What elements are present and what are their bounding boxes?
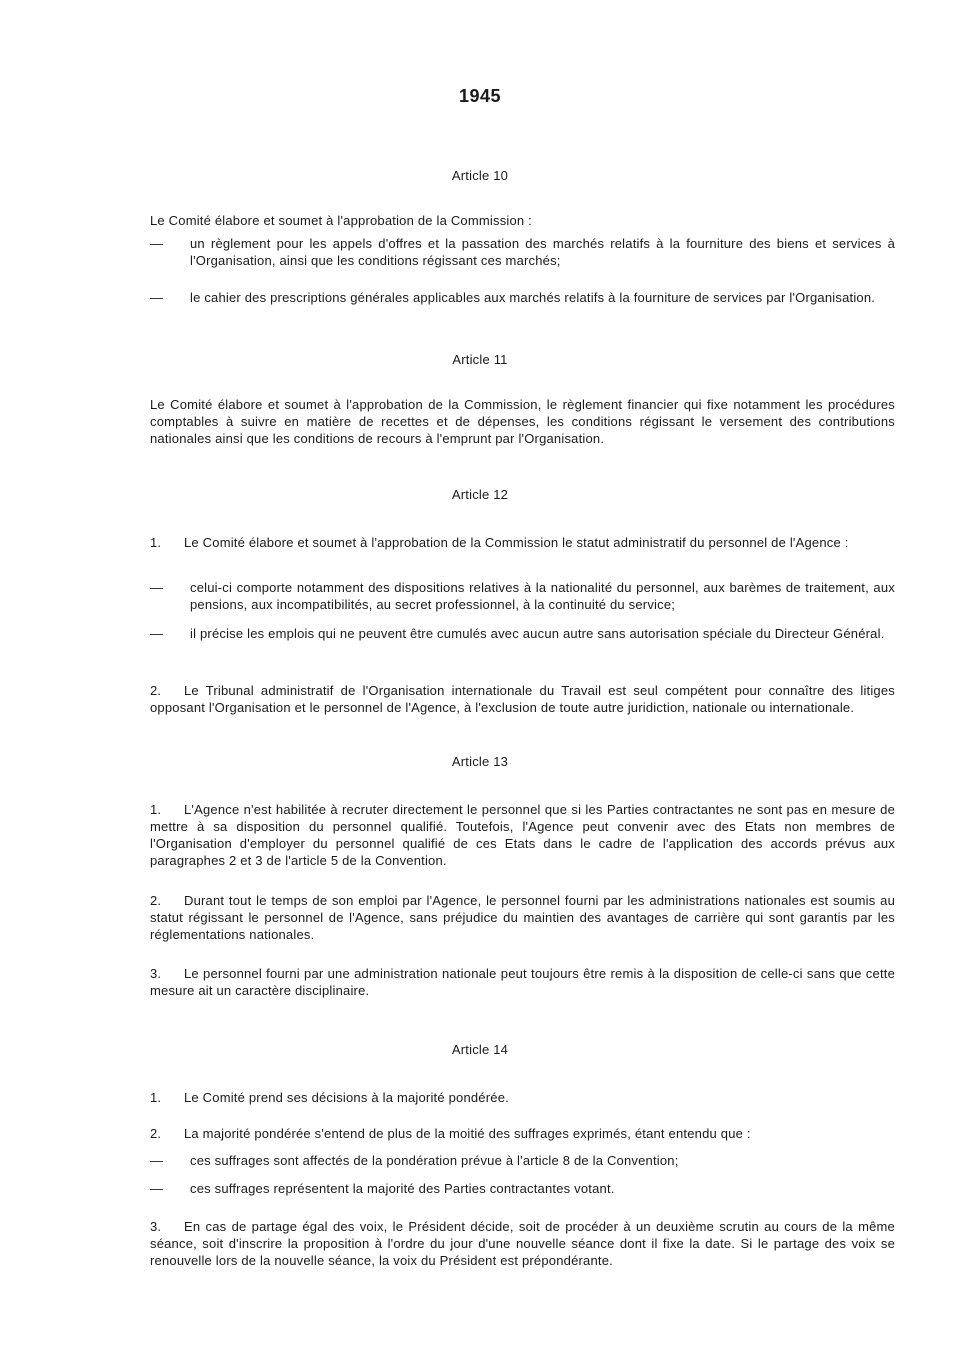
article-14-para-1-text: Le Comité prend ses décisions à la majorité pondérée. [184, 1090, 509, 1105]
dash-marker: — [150, 626, 164, 641]
paragraph-number: 2. [150, 683, 162, 698]
article-12-title: Article 12 [451, 487, 509, 502]
article-12-item-2 [150, 625, 895, 642]
article-14-title: Article 14 [451, 1042, 509, 1057]
paragraph-number: 1. [150, 1090, 162, 1105]
article-12-item-1-text: celui-ci comporte notamment des dispositions relatives à la nationalité du personnel, aux barèmes de traitement, aux pensions, aux incompatibilités, au secret professionnel, à la continuité du service; [190, 580, 895, 612]
article-11-text: Le Comité élabore et soumet à l'approbation de la Commission, le règlement financier qui fixe notamment les procédures comptables à suivre en matière de recettes et de dépenses, les conditions régissant le versement des contributions nationales ainsi que les conditions de recours à l'emprunt par l'Organisation. [150, 397, 895, 446]
dash-marker: — [150, 290, 164, 305]
article-13-para-2 [150, 892, 895, 943]
paragraph-number: 3. [150, 1219, 162, 1234]
article-14-para-3-text: En cas de partage égal des voix, le Président décide, soit de procéder à un deuxième scrutin au cours de la même séance, soit d'inscrire la proposition à l'ordre du jour d'une nouvelle séance dont il fixe la date. Si le partage des voix se renouvelle lors de la nouvelle séance, la voix du Président est prépondérante. [150, 1219, 895, 1268]
paragraph-number: 2. [150, 893, 162, 908]
article-14-para-3 [150, 1218, 895, 1269]
article-13-para-3-text: Le personnel fourni par une administration nationale peut toujours être remis à la disposition de celle-ci sans que cette mesure ait un caractère disciplinaire. [150, 966, 895, 998]
paragraph-number: 1. [150, 535, 162, 550]
article-14-item-1-text: ces suffrages sont affectés de la pondération prévue à l'article 8 de la Convention; [190, 1153, 679, 1168]
article-10-item-2-text: le cahier des prescriptions générales applicables aux marchés relatifs à la fourniture de services par l'Organisation. [190, 290, 876, 305]
article-10-intro: Le Comité élabore et soumet à l'approbation de la Commission : [150, 213, 532, 228]
article-12-item-2-text: il précise les emplois qui ne peuvent être cumulés avec aucun autre sans autorisation spéciale du Directeur Général. [190, 626, 885, 641]
article-13-para-1-text: L'Agence n'est habilitée à recruter directement le personnel que si les Parties contractantes ne sont pas en mesure de mettre à sa disposition du personnel qualifié. Toutefois, l'Agence peut convenir avec des Etats non membres de l'Organisation d'employer du personnel qualifié de ces Etats dans le cadre de l'application des accords prévus aux paragraphes 2 et 3 de l'article 5 de la Convention. [150, 802, 895, 868]
article-11-title: Article 11 [452, 352, 508, 367]
article-14-para-1 [150, 1089, 895, 1106]
page-number: 1945 [458, 86, 502, 106]
paragraph-number: 3. [150, 966, 162, 981]
dash-marker: — [150, 236, 164, 251]
article-12-para-2 [150, 682, 895, 716]
article-13-para-2-text: Durant tout le temps de son emploi par l'Agence, le personnel fourni par les administrations nationales est soumis au statut régissant le personnel de l'Agence, sans préjudice du maintien des avantages de carrière qui sont garantis par les réglementations nationales. [150, 893, 895, 942]
article-13-para-1 [150, 801, 895, 869]
paragraph-number: 2. [150, 1126, 162, 1141]
article-14-para-2 [150, 1125, 895, 1142]
article-14-para-2-text: La majorité pondérée s'entend de plus de la moitié des suffrages exprimés, étant entendu que : [184, 1126, 751, 1141]
article-14-item-2-text: ces suffrages représentent la majorité des Parties contractantes votant. [190, 1181, 615, 1196]
article-14-item-2 [150, 1180, 895, 1197]
article-10-title: Article 10 [451, 168, 509, 183]
article-10-item-1 [150, 235, 895, 269]
article-12-para-2-text: Le Tribunal administratif de l'Organisation internationale du Travail est seul compétent pour connaître des litiges opposant l'Organisation et le personnel de l'Agence, à l'exclusion de toute autre juridiction, nationale ou internationale. [150, 683, 895, 715]
dash-marker: — [150, 580, 164, 595]
article-13-para-3 [150, 965, 895, 999]
article-12-item-1 [150, 579, 895, 613]
dash-marker: — [150, 1181, 164, 1196]
dash-marker: — [150, 1153, 164, 1168]
article-12-para-1-text: Le Comité élabore et soumet à l'approbation de la Commission le statut administratif du personnel de l'Agence : [184, 535, 849, 550]
article-13-title: Article 13 [451, 754, 509, 769]
article-10-item-2 [150, 289, 895, 306]
article-12-para-1 [150, 534, 895, 551]
paragraph-number: 1. [150, 802, 162, 817]
article-10-item-1-text: un règlement pour les appels d'offres et la passation des marchés relatifs à la fourniture des biens et services à l'Organisation, ainsi que les conditions régissant ces marchés; [190, 236, 895, 268]
article-14-item-1 [150, 1152, 895, 1169]
